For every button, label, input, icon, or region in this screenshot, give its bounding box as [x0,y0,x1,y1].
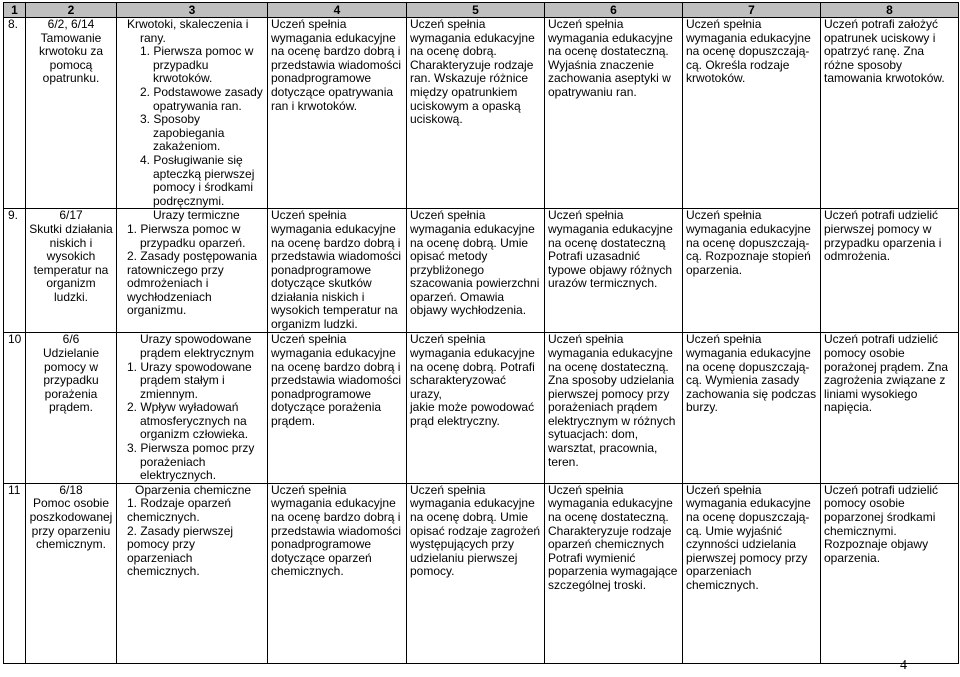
content-line: 3. Sposoby [140,112,201,127]
content-line: zapobiegania [153,125,225,140]
grade-line: Potrafi wymienić [548,550,636,565]
grade-very-good [407,209,545,333]
grade-line: wymagania edukacyjne [548,221,673,236]
grade-line: na ocenę bardzo dobrą i [271,510,401,525]
grade-line: warsztat, pracownia, [548,441,658,456]
grade-line: Uczeń spełnia [548,482,624,497]
grade-line: Uczeń spełnia [548,332,624,347]
content-line: wychłodzeniach [127,289,212,304]
lesson-topic [26,18,117,209]
grade-line: wymagania edukacyjne [271,221,396,236]
grade-line: Uczeń potrafi udzielić [824,482,939,497]
grade-line: opatrunek uciskowy i [824,30,936,45]
content-line: Urazy spowodowane [140,332,252,347]
grade-line: Uczeń spełnia [271,482,347,497]
grade-line: Uczeń spełnia [686,332,762,347]
header-col-7: 7 [683,3,821,18]
grade-line: pomocy osobie [824,345,905,360]
topic-line: Skutki działania [29,221,113,236]
grade-line: na ocenę dopuszczają- [686,44,810,59]
content-line: 1. Urazy spowodowane [127,359,252,374]
content-line: 2. Zasady postępowania [127,249,258,264]
table-row [4,483,959,663]
grade-line: scharakteryzować urazy, [410,373,507,401]
grade-line: na ocenę dobrą. [410,44,497,59]
grade-excellent [268,483,407,663]
grade-good [545,333,683,484]
grade-line: cą. Określa rodzaje [686,57,790,72]
row-number: 9. [4,209,26,333]
header-col-4: 4 [268,3,407,18]
grade-line: porażeniach prądem [548,400,658,415]
grade-line: opatrzyć ranę. Zna [824,44,925,59]
grade-line: Uczeń spełnia [271,17,347,31]
grade-line: przedstawia wiadomości [271,373,402,388]
grade-line: opisać rodzaje zagrożeń [410,523,541,538]
grade-line: wymagania edukacyjne [686,30,811,45]
header-col-5: 5 [407,3,545,18]
grade-line: na ocenę bardzo dobrą i [271,44,401,59]
grade-line: szczególnej troski. [548,578,647,592]
grade-satisfactory [683,209,821,333]
topic-line: Pomoc osobie [32,496,110,511]
table-row [4,333,959,484]
topic-line: 6/18 [59,482,83,497]
grade-line: Uczeń spełnia [548,208,624,223]
grade-line: dotyczące porażenia [271,400,382,415]
grade-sufficient [821,18,959,209]
topic-line: poszkodowanej [29,510,113,525]
grade-satisfactory [683,18,821,209]
grade-excellent [268,209,407,333]
grade-line: poparzenia wymagające [548,564,678,579]
topic-line: 6/6 [62,332,80,347]
grade-line: cą. Umie wyjaśnić [686,523,783,538]
topic-line: organizm ludzki. [46,276,96,304]
grade-line: udzielaniu pierwszej [410,550,518,565]
grade-line: napięcia. [824,400,873,415]
grade-line: na ocenę dobrą. Potrafi [410,359,535,374]
grade-line: burzy. [686,400,718,415]
header-col-3: 3 [117,3,268,18]
grade-line: Uczeń spełnia [686,208,762,223]
grade-line: Uczeń spełnia [271,332,347,347]
grade-line: Uczeń spełnia [410,17,486,31]
content-line: organizmu. [127,303,187,318]
grade-line: uciskową. [410,112,463,127]
content-line: porażeniach [140,454,206,469]
lesson-topic [26,483,117,663]
grade-line: chemicznych. [686,578,759,592]
grade-line: Potrafi uzasadnić [548,249,641,264]
grade-line: pierwszej pomocy w [824,221,932,236]
grade-line: prąd elektryczny. [410,413,500,428]
grade-line: ponadprogramowe [271,537,372,552]
content-line: przypadku krwotoków. [153,57,213,86]
grade-line: szacowania powierzchni [410,276,540,291]
grade-excellent [268,18,407,209]
header-col-8: 8 [821,3,959,18]
grade-line: oparzeń. Omawia [410,289,505,304]
grade-line: na ocenę dobrą. Umie [410,510,529,525]
content-line: odmrożeniach i [127,276,209,291]
content-line: Urazy termiczne [153,208,240,223]
grade-line: Charakteryzuje rodzaje [548,523,672,538]
grade-satisfactory [683,483,821,663]
grade-line: wymagania edukacyjne [686,345,811,360]
grade-line: objawy wychłodzenia. [410,303,527,318]
grade-line: na ocenę dostateczną. [548,510,669,525]
topic-line: chemicznym. [35,537,106,552]
content-line: pomocy przy [127,537,196,552]
content-line: opatrywania ran. [153,98,242,113]
grade-line: przedstawia wiadomości [271,57,402,72]
grade-line: wymagania edukacyjne [410,30,535,45]
topic-line: przypadku [43,373,99,388]
grade-line: ran i krwotoków. [271,98,358,113]
grade-line: Uczeń spełnia [686,17,762,31]
page-number: 4 [900,658,907,673]
grade-line: na ocenę dostateczną [548,235,666,250]
content-line: oparzeniach [127,550,193,565]
grade-line: uciskowym a opaską [410,98,521,113]
grade-line: urazów termicznych. [548,276,658,291]
row-number: 10 [4,333,26,484]
grade-line: wymagania edukacyjne [271,496,396,511]
grade-good [545,209,683,333]
row-number: 11 [4,483,26,663]
grade-line: prądem. [271,413,316,428]
content-line: 2. Zasady pierwszej [127,523,234,538]
grade-line: wymagania edukacyjne [271,345,396,360]
grade-line: między opatrunkiem [410,84,518,99]
topic-line: Tamowanie [40,30,102,45]
grade-line: czynności udzielania [686,537,797,552]
grade-line: przypadku oparzenia i [824,235,942,250]
grade-line: elektrycznym w różnych [548,413,676,428]
grade-line: na ocenę dopuszczają- [686,510,810,525]
grade-line: wysokich temperatur na [271,303,398,318]
grade-line: ponadprogramowe [271,262,372,277]
content-line: chemicznych. [127,510,200,525]
grade-sufficient [821,483,959,663]
content-line: zakażeniom. [153,139,221,154]
grade-very-good [407,18,545,209]
grade-line: Uczeń potrafi założyć [824,17,939,31]
lesson-content [117,18,268,209]
content-line: 1. Rodzaje oparzeń [127,496,232,511]
grade-line: odmrożenia. [824,249,891,264]
grade-line: oparzeniach [686,564,752,579]
grade-line: poparzonej środkami [824,510,936,525]
grade-line: opatrywaniu ran. [548,84,637,99]
grade-line: na ocenę dopuszczają- [686,359,810,374]
content-line: Oparzenia chemiczne [135,482,252,497]
grade-line: wymagania edukacyjne [548,345,673,360]
grade-line: wymagania edukacyjne [410,345,535,360]
grade-line: Zna sposoby udzielania [548,373,675,388]
grade-line: typowe objawy różnych [548,262,673,277]
grade-good [545,18,683,209]
content-line: podręcznymi. [153,193,225,208]
row-number: 8. [4,18,26,209]
topic-line: krwotoku za [38,44,104,59]
grade-line: Wyjaśnia znaczenie [548,57,654,72]
table-row [4,209,959,333]
content-line: chemicznych. [127,564,200,579]
header-row [4,3,959,18]
grade-line: przedstawia wiadomości [271,249,402,264]
grade-line: chemicznych. [271,564,344,579]
topic-line: pomocą [49,57,93,72]
lesson-topic [26,333,117,484]
grade-line: wymagania edukacyjne [410,496,535,511]
grade-line: tamowania krwotoków. [824,71,945,86]
grade-line: Uczeń potrafi udzielić [824,208,939,223]
grade-very-good [407,333,545,484]
grade-line: zachowania się podczas [686,386,817,401]
requirements-table [3,2,959,664]
grade-sufficient [821,333,959,484]
grade-line: Rozpoznaje objawy [824,537,929,552]
grade-line: na ocenę dopuszczają- [686,235,810,250]
grade-line: dotyczące skutków [271,276,372,291]
grade-line: pomocy osobie [824,496,905,511]
grade-line: różne sposoby [824,57,903,72]
grade-line: Uczeń spełnia [686,482,762,497]
grade-line: cą. Rozpoznaje stopień [686,249,811,264]
content-line: elektrycznych. [140,468,217,483]
grade-line: pierwszej pomocy przy [686,550,808,565]
grade-line: Uczeń spełnia [410,332,486,347]
grade-line: Uczeń spełnia [410,482,486,497]
grade-line: działania niskich i [271,289,365,304]
grade-line: pierwszej pomocy przy [548,386,670,401]
grade-line: wymagania edukacyjne [271,30,396,45]
grade-line: wymagania edukacyjne [548,496,673,511]
grade-line: na ocenę dobrą. Umie [410,235,529,250]
grade-line: występujących przy [410,537,515,552]
grade-line: pomocy. [410,564,455,579]
grade-line: wymagania edukacyjne [548,30,673,45]
grade-line: oparzeń chemicznych [548,537,665,552]
header-col-2: 2 [26,3,117,18]
content-line: atmosferycznych na [140,413,247,428]
grade-line: ponadprogramowe [271,71,372,86]
grade-line: oparzenia. [824,550,881,565]
grade-line: zagrożenia związane z [824,373,946,388]
grade-line: przybliżonego [410,262,485,277]
content-line: apteczką pierwszej [153,166,255,181]
grade-good [545,483,683,663]
lesson-content [117,333,268,484]
content-line: 4. Posługiwanie się [140,152,243,167]
grade-line: dotyczące oparzeń [271,550,372,565]
content-line: 2. Podstawowe zasady [140,84,263,99]
grade-line: wymagania edukacyjne [686,221,811,236]
grade-satisfactory [683,333,821,484]
grade-line: zachowania aseptyki w [548,71,671,86]
grade-line: porażonej prądem. Zna [824,359,949,374]
grade-very-good [407,483,545,663]
content-line: prądem elektrycznym [140,345,255,360]
grade-line: krwotoków. [686,71,746,86]
content-line: pomocy i środkami [153,180,254,195]
grade-line: na ocenę bardzo dobrą i [271,359,401,374]
grade-line: wymagania edukacyjne [686,496,811,511]
grade-line: Uczeń spełnia [548,17,624,31]
topic-line: prądem. [48,400,94,415]
grade-line: jakie może powodować [410,400,535,415]
lesson-topic [26,209,117,333]
grade-excellent [268,333,407,484]
content-line: 2. Wpływ wyładowań [127,400,239,415]
grade-line: liniami wysokiego [824,386,918,401]
grade-line: organizm ludzki. [271,317,358,332]
grade-line: chemicznymi. [824,523,897,538]
topic-line: temperatur na [33,262,109,277]
grade-line: Uczeń potrafi udzielić [824,332,939,347]
topic-line: pomocy w [43,359,99,374]
content-line: 1. Pierwsza pomoc w [140,44,254,59]
header-col-1: 1 [4,3,26,18]
topic-line: porażenia [44,386,98,401]
content-line: organizm człowieka. [140,427,249,442]
content-line: zmiennym. [140,386,199,401]
grade-line: na ocenę dostateczną. [548,359,669,374]
grade-line: sytuacjach: dom, [548,427,639,442]
content-line: rany. [140,30,166,45]
grade-line: Uczeń spełnia [410,208,486,223]
table-row [4,18,959,209]
lesson-content [117,483,268,663]
grade-sufficient [821,209,959,333]
grade-line: na ocenę bardzo dobrą i [271,235,401,250]
content-line: ratowniczego przy [127,262,224,277]
content-line: prądem stałym i [140,373,225,388]
content-line: Krwotoki, skaleczenia i [127,17,249,31]
grade-line: opisać metody [410,249,488,264]
topic-line: 6/2, 6/14 [47,17,95,31]
grade-line: przedstawia wiadomości [271,523,402,538]
topic-line: Udzielanie [42,345,100,360]
topic-line: niskich i wysokich [46,235,96,264]
content-line: przypadku oparzeń. [140,235,246,250]
grade-line: Charakteryzuje rodzaje [410,57,534,72]
topic-line: opatrunku. [42,71,100,86]
grade-line: teren. [548,454,579,469]
topic-line: przy oparzeniu [31,523,111,538]
grade-line: dotyczące opatrywania [271,84,394,99]
grade-line: ponadprogramowe [271,386,372,401]
header-col-6: 6 [545,3,683,18]
grade-line: oparzenia. [686,262,743,277]
content-line: 1. Pierwsza pomoc w [127,221,241,236]
content-line: 3. Pierwsza pomoc przy [127,441,255,456]
grade-line: wymagania edukacyjne [410,221,535,236]
grade-line: na ocenę dostateczną. [548,44,669,59]
grade-line: Uczeń spełnia [271,208,347,223]
lesson-content [117,209,268,333]
topic-line: 6/17 [59,208,83,223]
grade-line: cą. Wymienia zasady [686,373,800,388]
grade-line: ran. Wskazuje różnice [410,71,529,86]
